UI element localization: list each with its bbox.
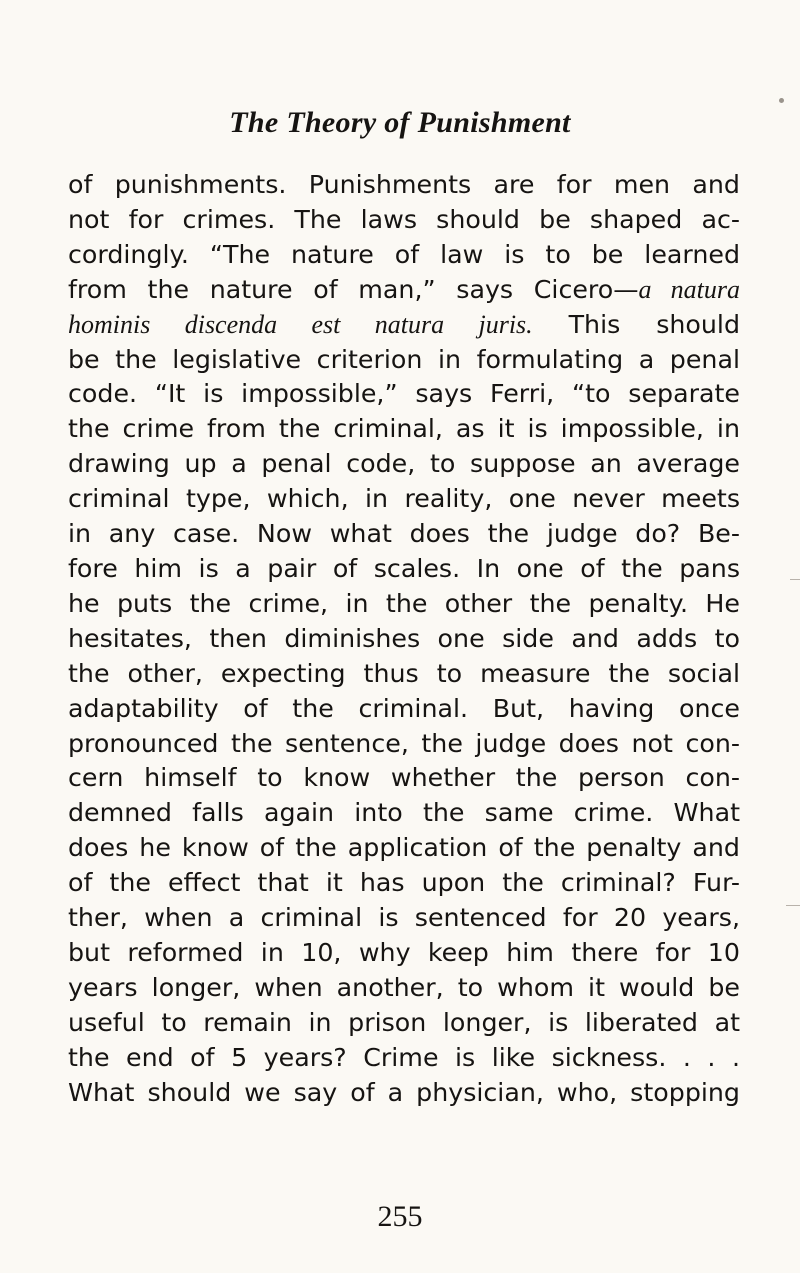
italic-phrase: hominis discenda est natura juris.	[68, 309, 533, 339]
text-run: pronounced the sentence, the judge does not con-	[68, 728, 740, 758]
text-run: What should we say of a physician, who, stopping	[68, 1077, 740, 1107]
text-run: This should	[532, 309, 741, 339]
text-line	[68, 1076, 740, 1111]
text-run: he puts the crime, in the other the penalty. He	[68, 588, 740, 618]
text-line	[68, 587, 740, 622]
body-text	[68, 168, 740, 1110]
text-run: useful to remain in prison longer, is liberated at	[68, 1007, 740, 1037]
text-line	[68, 168, 740, 203]
text-run: be the legislative criterion in formulating a penal	[68, 344, 740, 374]
text-line	[68, 1006, 740, 1041]
text-line	[68, 936, 740, 971]
text-line	[68, 831, 740, 866]
text-line	[68, 761, 740, 796]
text-line	[68, 796, 740, 831]
text-line	[68, 412, 740, 447]
text-run: years longer, when another, to whom it would be	[68, 972, 740, 1002]
text-run: does he know of the application of the penalty and	[68, 833, 740, 863]
text-run: fore him is a pair of scales. In one of the pans	[68, 553, 740, 583]
italic-phrase: a natura	[638, 274, 740, 304]
text-run: code. “It is impossible,” says Ferri, “to separate	[68, 379, 740, 409]
text-line	[68, 482, 740, 517]
text-run: in any case. Now what does the judge do? Be-	[68, 519, 740, 549]
text-line	[68, 308, 740, 343]
text-run: drawing up a penal code, to suppose an average	[68, 449, 740, 479]
text-line	[68, 447, 740, 482]
text-line	[68, 273, 740, 308]
text-line	[68, 517, 740, 552]
text-line	[68, 657, 740, 692]
text-run: but reformed in 10, why keep him there for 10	[68, 937, 740, 967]
text-run: the crime from the criminal, as it is impossible, in	[68, 414, 740, 444]
running-head: The Theory of Punishment	[229, 106, 571, 139]
text-run: cern himself to know whether the person con-	[68, 763, 740, 793]
text-run: of punishments. Punishments are for men and	[68, 170, 740, 199]
text-line	[68, 203, 740, 238]
edge-mark	[790, 579, 800, 580]
text-run: ther, when a criminal is sentenced for 20 years,	[68, 903, 740, 933]
text-run: criminal type, which, in reality, one never meets	[68, 484, 740, 514]
text-line	[68, 238, 740, 273]
text-run: not for crimes. The laws should be shaped ac-	[68, 204, 740, 234]
text-line	[68, 377, 740, 412]
text-run: from the nature of man,” says Cicero—	[68, 274, 639, 304]
text-line	[68, 622, 740, 657]
edge-mark	[786, 905, 800, 906]
text-run: cordingly. “The nature of law is to be learned	[68, 239, 740, 269]
text-run: demned falls again into the same crime. What	[68, 798, 740, 828]
text-line	[68, 866, 740, 901]
text-line	[68, 1041, 740, 1076]
text-line	[68, 692, 740, 727]
text-line	[68, 343, 740, 378]
text-line	[68, 901, 740, 936]
text-run: of the effect that it has upon the criminal? Fur-	[68, 868, 740, 898]
text-run: adaptability of the criminal. But, having once	[68, 693, 740, 723]
text-line	[68, 971, 740, 1006]
text-run: hesitates, then diminishes one side and adds to	[68, 623, 740, 653]
text-run: the other, expecting thus to measure the social	[68, 658, 740, 688]
text-line	[68, 552, 740, 587]
text-run: the end of 5 years? Crime is like sickness. . . .	[68, 1042, 740, 1072]
page-number: 255	[377, 1200, 423, 1233]
text-line	[68, 727, 740, 762]
